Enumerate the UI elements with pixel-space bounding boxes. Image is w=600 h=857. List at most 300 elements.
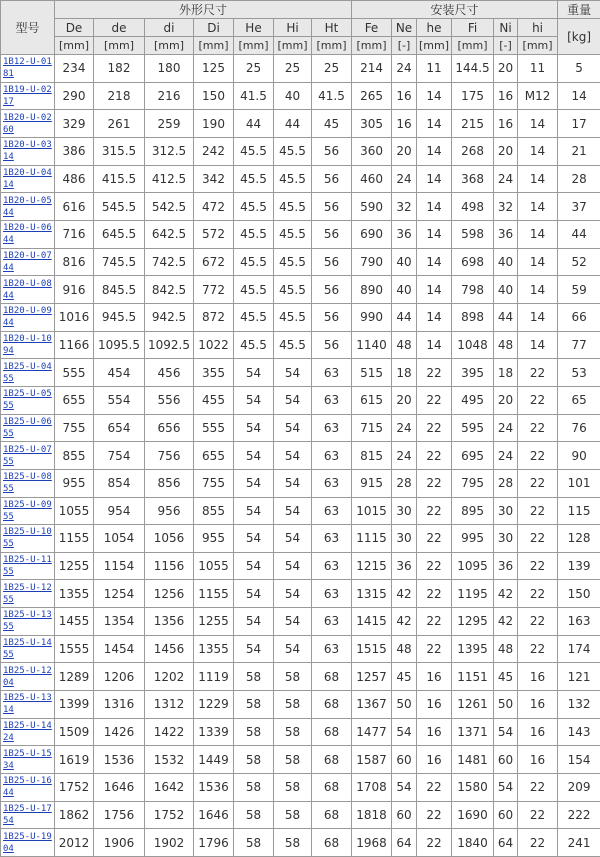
table-cell: 242: [194, 137, 234, 165]
model-cell: [1, 55, 55, 83]
model-link[interactable]: 1B25-U-1355: [3, 610, 52, 633]
table-cell: 16: [417, 663, 452, 691]
table-cell: 40: [494, 248, 518, 276]
table-cell: 1646: [194, 801, 234, 829]
table-cell: 1092.5: [145, 331, 194, 359]
table-cell: 14: [518, 276, 558, 304]
table-cell: 1426: [94, 718, 145, 746]
table-row: [1, 580, 600, 608]
column-header: He: [234, 19, 274, 37]
table-cell: 209: [558, 774, 600, 802]
table-cell: 590: [352, 193, 392, 221]
model-link[interactable]: 1B25-U-1455: [3, 638, 52, 661]
model-link[interactable]: 1B20-U-0644: [3, 223, 52, 246]
table-cell: 1536: [194, 774, 234, 802]
table-cell: 45.5: [234, 165, 274, 193]
model-cell: [1, 691, 55, 719]
table-cell: 77: [558, 331, 600, 359]
model-link[interactable]: 1B25-U-1534: [3, 748, 52, 771]
table-cell: 54: [274, 469, 312, 497]
model-link[interactable]: 1B20-U-0744: [3, 250, 52, 273]
model-link[interactable]: 1B25-U-0855: [3, 472, 52, 495]
table-cell: 615: [352, 386, 392, 414]
table-cell: 234: [55, 55, 94, 83]
table-row: [1, 663, 600, 691]
table-cell: 14: [518, 110, 558, 138]
column-header: Fe: [352, 19, 392, 37]
table-cell: 54: [274, 497, 312, 525]
model-link[interactable]: 1B20-U-0260: [3, 112, 52, 135]
table-cell: 1056: [145, 525, 194, 553]
table-cell: 24: [392, 165, 417, 193]
table-cell: 355: [194, 359, 234, 387]
unit-label: [mm]: [312, 37, 352, 55]
table-cell: 942.5: [145, 303, 194, 331]
table-cell: 956: [145, 497, 194, 525]
table-cell: 1968: [352, 829, 392, 857]
table-cell: 554: [94, 386, 145, 414]
column-name-row: [1, 19, 600, 37]
table-cell: 64: [392, 829, 417, 857]
table-cell: 65: [558, 386, 600, 414]
table-cell: 1355: [55, 580, 94, 608]
table-cell: 54: [274, 552, 312, 580]
table-cell: 54: [234, 497, 274, 525]
table-cell: 63: [312, 414, 352, 442]
unit-label: [mm]: [194, 37, 234, 55]
table-cell: 1587: [352, 746, 392, 774]
table-cell: 1151: [452, 663, 494, 691]
table-cell: 22: [518, 801, 558, 829]
table-cell: 45.5: [234, 193, 274, 221]
table-cell: 305: [352, 110, 392, 138]
table-cell: 44: [234, 110, 274, 138]
table-cell: 816: [55, 248, 94, 276]
model-link[interactable]: 1B12-U-0181: [3, 57, 52, 80]
model-link[interactable]: 1B20-U-0944: [3, 306, 52, 329]
table-cell: 1048: [452, 331, 494, 359]
table-cell: 58: [274, 746, 312, 774]
table-cell: 54: [234, 442, 274, 470]
unit-label: [mm]: [145, 37, 194, 55]
table-cell: 842.5: [145, 276, 194, 304]
table-cell: 1156: [145, 552, 194, 580]
table-cell: 154: [558, 746, 600, 774]
table-cell: 5: [558, 55, 600, 83]
table-row: [1, 552, 600, 580]
table-cell: 1255: [194, 608, 234, 636]
model-cell: [1, 82, 55, 110]
table-cell: 63: [312, 497, 352, 525]
model-cell: [1, 469, 55, 497]
table-cell: 241: [558, 829, 600, 857]
table-cell: 795: [452, 469, 494, 497]
model-link[interactable]: 1B20-U-0544: [3, 195, 52, 218]
table-cell: 41.5: [234, 82, 274, 110]
table-cell: 68: [312, 663, 352, 691]
table-cell: 415.5: [94, 165, 145, 193]
table-cell: 542.5: [145, 193, 194, 221]
model-link[interactable]: 1B25-U-0755: [3, 444, 52, 467]
table-cell: 14: [417, 331, 452, 359]
table-cell: 1016: [55, 303, 94, 331]
table-cell: 68: [312, 718, 352, 746]
table-cell: 268: [452, 137, 494, 165]
table-cell: 52: [558, 248, 600, 276]
table-cell: 175: [452, 82, 494, 110]
model-link[interactable]: 1B25-U-1424: [3, 721, 52, 744]
model-cell: [1, 110, 55, 138]
table-cell: 515: [352, 359, 392, 387]
table-cell: 16: [518, 746, 558, 774]
table-cell: 1449: [194, 746, 234, 774]
table-cell: 555: [55, 359, 94, 387]
table-cell: 58: [274, 663, 312, 691]
table-cell: 14: [417, 137, 452, 165]
table-cell: 890: [352, 276, 392, 304]
table-row: [1, 442, 600, 470]
table-row: [1, 829, 600, 857]
table-cell: 1355: [194, 635, 234, 663]
model-link[interactable]: 1B25-U-1904: [3, 831, 52, 854]
column-header: di: [145, 19, 194, 37]
table-cell: 45.5: [274, 193, 312, 221]
table-cell: 54: [274, 414, 312, 442]
table-cell: 1255: [55, 552, 94, 580]
table-cell: 58: [234, 774, 274, 802]
table-cell: 54: [274, 442, 312, 470]
table-cell: 24: [494, 165, 518, 193]
table-cell: 1095.5: [94, 331, 145, 359]
table-cell: 572: [194, 220, 234, 248]
table-cell: 1257: [352, 663, 392, 691]
table-cell: 916: [55, 276, 94, 304]
table-cell: 16: [494, 82, 518, 110]
model-link[interactable]: 1B20-U-1094: [3, 333, 52, 356]
table-cell: 265: [352, 82, 392, 110]
table-cell: 54: [494, 774, 518, 802]
table-cell: 56: [312, 331, 352, 359]
table-cell: 259: [145, 110, 194, 138]
table-cell: 16: [518, 691, 558, 719]
table-cell: 14: [417, 82, 452, 110]
table-cell: 45.5: [274, 220, 312, 248]
table-cell: 45: [312, 110, 352, 138]
model-cell: [1, 276, 55, 304]
table-cell: 58: [234, 718, 274, 746]
table-row: [1, 497, 600, 525]
weight-header: 重量: [558, 1, 600, 19]
table-cell: 42: [392, 608, 417, 636]
table-row: [1, 82, 600, 110]
table-cell: 54: [234, 525, 274, 553]
model-cell: [1, 303, 55, 331]
table-cell: 163: [558, 608, 600, 636]
model-link[interactable]: 1B25-U-0655: [3, 416, 52, 439]
table-cell: 53: [558, 359, 600, 387]
table-cell: 1261: [452, 691, 494, 719]
table-cell: 101: [558, 469, 600, 497]
table-cell: 54: [274, 359, 312, 387]
unit-label: [-]: [392, 37, 417, 55]
column-header: Fi: [452, 19, 494, 37]
table-cell: 1115: [352, 525, 392, 553]
model-cell: [1, 359, 55, 387]
table-cell: 54: [494, 718, 518, 746]
unit-label: [mm]: [518, 37, 558, 55]
table-cell: 22: [518, 774, 558, 802]
table-cell: 25: [312, 55, 352, 83]
table-cell: 56: [312, 137, 352, 165]
table-cell: 1902: [145, 829, 194, 857]
table-cell: 1316: [94, 691, 145, 719]
table-cell: 772: [194, 276, 234, 304]
table-cell: 1756: [94, 801, 145, 829]
table-cell: 486: [55, 165, 94, 193]
table-cell: 11: [518, 55, 558, 83]
table-cell: 1477: [352, 718, 392, 746]
model-cell: [1, 497, 55, 525]
table-cell: 40: [494, 276, 518, 304]
table-cell: 16: [417, 718, 452, 746]
table-cell: 45.5: [234, 248, 274, 276]
table-cell: 990: [352, 303, 392, 331]
table-cell: 22: [417, 552, 452, 580]
table-cell: 1752: [55, 774, 94, 802]
table-cell: 48: [494, 331, 518, 359]
unit-label: [mm]: [452, 37, 494, 55]
table-cell: 1515: [352, 635, 392, 663]
table-cell: 22: [417, 442, 452, 470]
column-header: de: [94, 19, 145, 37]
table-header: [1, 1, 600, 55]
table-cell: 22: [518, 829, 558, 857]
table-cell: 1536: [94, 746, 145, 774]
table-cell: 56: [312, 220, 352, 248]
model-link[interactable]: 1B20-U-0844: [3, 278, 52, 301]
table-cell: 25: [234, 55, 274, 83]
table-cell: 54: [392, 774, 417, 802]
table-cell: 58: [234, 746, 274, 774]
model-cell: [1, 552, 55, 580]
table-cell: 40: [274, 82, 312, 110]
table-cell: 14: [518, 165, 558, 193]
table-cell: 1752: [145, 801, 194, 829]
table-cell: 455: [194, 386, 234, 414]
table-cell: 54: [274, 580, 312, 608]
table-cell: 24: [392, 55, 417, 83]
table-cell: 14: [417, 110, 452, 138]
table-cell: 22: [417, 608, 452, 636]
table-cell: 654: [94, 414, 145, 442]
table-row: [1, 137, 600, 165]
table-cell: 14: [417, 303, 452, 331]
table-cell: 14: [417, 220, 452, 248]
table-cell: 1054: [94, 525, 145, 553]
table-cell: 68: [312, 829, 352, 857]
table-cell: 22: [518, 469, 558, 497]
table-cell: 656: [145, 414, 194, 442]
table-cell: 58: [234, 801, 274, 829]
table-cell: 1289: [55, 663, 94, 691]
model-link[interactable]: 1B25-U-1055: [3, 527, 52, 550]
table-cell: 22: [518, 359, 558, 387]
table-cell: 30: [494, 525, 518, 553]
table-cell: 58: [274, 774, 312, 802]
table-cell: 1154: [94, 552, 145, 580]
table-row: [1, 331, 600, 359]
table-cell: 45.5: [234, 137, 274, 165]
table-cell: 954: [94, 497, 145, 525]
table-cell: 1195: [452, 580, 494, 608]
table-cell: 1367: [352, 691, 392, 719]
table-cell: 54: [234, 414, 274, 442]
table-cell: 412.5: [145, 165, 194, 193]
table-cell: 1395: [452, 635, 494, 663]
table-row: [1, 55, 600, 83]
table-cell: 645.5: [94, 220, 145, 248]
model-link[interactable]: 1B25-U-1204: [3, 665, 52, 688]
table-cell: 1354: [94, 608, 145, 636]
table-cell: 595: [452, 414, 494, 442]
table-cell: 756: [145, 442, 194, 470]
table-cell: 54: [234, 552, 274, 580]
table-cell: 20: [494, 137, 518, 165]
table-cell: 56: [312, 303, 352, 331]
model-link[interactable]: 1B25-U-0455: [3, 361, 52, 384]
model-cell: [1, 165, 55, 193]
table-cell: 22: [518, 442, 558, 470]
table-cell: 54: [234, 635, 274, 663]
table-cell: 22: [417, 497, 452, 525]
table-cell: 150: [558, 580, 600, 608]
model-cell: [1, 635, 55, 663]
table-cell: 54: [274, 635, 312, 663]
table-cell: 56: [312, 165, 352, 193]
table-cell: 1371: [452, 718, 494, 746]
table-cell: 16: [518, 663, 558, 691]
table-cell: 16: [392, 110, 417, 138]
table-cell: 25: [274, 55, 312, 83]
table-cell: 45.5: [234, 276, 274, 304]
table-cell: 50: [392, 691, 417, 719]
table-cell: M12: [518, 82, 558, 110]
table-row: [1, 414, 600, 442]
table-cell: 54: [234, 608, 274, 636]
table-cell: 945.5: [94, 303, 145, 331]
table-cell: 90: [558, 442, 600, 470]
model-link[interactable]: 1B25-U-1754: [3, 804, 52, 827]
table-cell: 63: [312, 608, 352, 636]
table-cell: 56: [312, 276, 352, 304]
table-cell: 24: [392, 442, 417, 470]
model-link[interactable]: 1B25-U-1255: [3, 582, 52, 605]
table-cell: 45: [494, 663, 518, 691]
model-link[interactable]: 1B19-U-0217: [3, 84, 52, 107]
table-row: [1, 359, 600, 387]
table-cell: 144.5: [452, 55, 494, 83]
table-cell: 454: [94, 359, 145, 387]
table-cell: 14: [558, 82, 600, 110]
table-cell: 698: [452, 248, 494, 276]
table-cell: 54: [234, 386, 274, 414]
table-cell: 18: [494, 359, 518, 387]
column-header: Ht: [312, 19, 352, 37]
model-cell: [1, 801, 55, 829]
table-cell: 1840: [452, 829, 494, 857]
model-link[interactable]: 1B25-U-1644: [3, 776, 52, 799]
table-cell: 63: [312, 386, 352, 414]
model-cell: [1, 414, 55, 442]
outer-dimensions-header: 外形尺寸: [55, 1, 352, 19]
table-cell: 56: [312, 248, 352, 276]
table-cell: 1256: [145, 580, 194, 608]
table-cell: 1254: [94, 580, 145, 608]
table-cell: 45.5: [274, 137, 312, 165]
model-link[interactable]: 1B25-U-1314: [3, 693, 52, 716]
table-row: [1, 746, 600, 774]
table-cell: 22: [518, 580, 558, 608]
table-cell: 315.5: [94, 137, 145, 165]
table-cell: 54: [274, 386, 312, 414]
table-cell: 690: [352, 220, 392, 248]
table-cell: 143: [558, 718, 600, 746]
table-cell: 59: [558, 276, 600, 304]
table-cell: 386: [55, 137, 94, 165]
model-link[interactable]: 1B25-U-0955: [3, 499, 52, 522]
table-cell: 556: [145, 386, 194, 414]
table-cell: 32: [392, 193, 417, 221]
table-cell: 215: [452, 110, 494, 138]
table-cell: 22: [417, 469, 452, 497]
table-cell: 16: [417, 746, 452, 774]
model-link[interactable]: 1B25-U-1155: [3, 555, 52, 578]
table-cell: 22: [417, 525, 452, 553]
table-cell: 45: [392, 663, 417, 691]
table-cell: 18: [392, 359, 417, 387]
table-cell: 1119: [194, 663, 234, 691]
table-cell: 60: [392, 801, 417, 829]
model-link[interactable]: 1B20-U-0314: [3, 140, 52, 163]
table-cell: 695: [452, 442, 494, 470]
table-cell: 14: [417, 248, 452, 276]
table-cell: 22: [518, 386, 558, 414]
table-cell: 545.5: [94, 193, 145, 221]
table-cell: 1339: [194, 718, 234, 746]
table-cell: 655: [194, 442, 234, 470]
table-cell: 22: [518, 635, 558, 663]
table-cell: 63: [312, 359, 352, 387]
table-row: [1, 110, 600, 138]
table-cell: 54: [234, 469, 274, 497]
table-cell: 180: [145, 55, 194, 83]
table-cell: 60: [494, 746, 518, 774]
table-cell: 54: [274, 525, 312, 553]
table-cell: 261: [94, 110, 145, 138]
table-cell: 955: [194, 525, 234, 553]
table-cell: 121: [558, 663, 600, 691]
model-link[interactable]: 1B20-U-0414: [3, 167, 52, 190]
table-cell: 16: [417, 691, 452, 719]
table-row: [1, 608, 600, 636]
table-cell: 14: [518, 331, 558, 359]
model-cell: [1, 248, 55, 276]
table-cell: 342: [194, 165, 234, 193]
table-cell: 1642: [145, 774, 194, 802]
column-header: Ni: [494, 19, 518, 37]
model-link[interactable]: 1B25-U-0555: [3, 389, 52, 412]
table-cell: 115: [558, 497, 600, 525]
